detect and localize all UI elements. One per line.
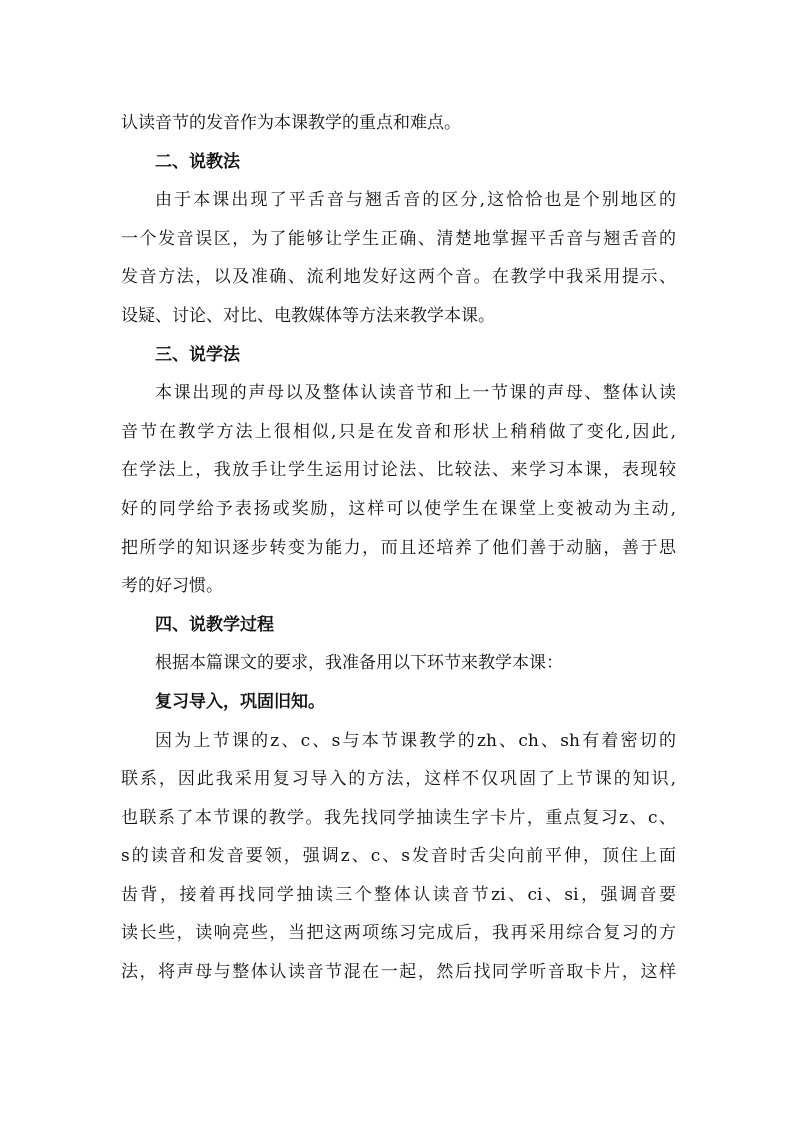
text-line: 读长些，读响亮些，当把这两项练习完成后，我再采用综合复习的方	[121, 923, 676, 944]
text-line: 在学法上，我放手让学生运用讨论法、比较法、来学习本课，表现较	[121, 460, 676, 481]
document-body	[121, 104, 676, 992]
text-line: 由于本课出现了平舌音与翘舌音的区分,这恰恰也是个别地区的	[155, 190, 676, 211]
text-line: 音节在教学方法上很相似,只是在发音和形状上稍稍做了变化,因此,	[121, 421, 676, 442]
subsection-heading-review: 复习导入，巩固旧知。	[155, 691, 325, 712]
section-heading-teaching-method: 二、说教法	[155, 151, 240, 172]
section-heading-teaching-process: 四、说教学过程	[155, 614, 274, 635]
text-line: 设疑、讨论、对比、电教媒体等方法来教学本课。	[121, 305, 495, 326]
text-line: 考的好习惯。	[121, 576, 223, 597]
text-line: 发音方法，以及准确、流利地发好这两个音。在教学中我采用提示、	[121, 267, 676, 288]
section-heading-learning-method: 三、说学法	[155, 344, 240, 365]
text-line: 一个发音误区，为了能够让学生正确、清楚地掌握平舌音与翘舌音的	[121, 228, 676, 249]
text-line: 好的同学给予表扬或奖励，这样可以使学生在课堂上变被动为主动,	[121, 498, 676, 519]
text-line: 本课出现的声母以及整体认读音节和上一节课的声母、整体认读	[155, 383, 676, 404]
text-line: 联系，因此我采用复习导入的方法，这样不仅巩固了上节课的知识,	[121, 769, 676, 790]
text-line: 法，将声母与整体认读音节混在一起，然后找同学听音取卡片，这样	[121, 962, 676, 983]
text-line: 认读音节的发音作为本课教学的重点和难点。	[121, 113, 461, 133]
text-line: 因为上节课的z、c、s与本节课教学的zh、ch、sh有着密切的	[155, 730, 676, 751]
text-line: 齿背，接着再找同学抽读三个整体认读音节zi、ci、si，强调音要	[121, 884, 676, 905]
text-line: s的读音和发音要领，强调z、c、s发音时舌尖向前平伸，顶住上面	[121, 846, 676, 867]
text-line: 根据本篇课文的要求，我准备用以下环节来教学本课：	[155, 653, 563, 674]
text-line: 也联系了本节课的教学。我先找同学抽读生字卡片，重点复习z、c、	[121, 807, 676, 828]
text-line: 把所学的知识逐步转变为能力，而且还培养了他们善于动脑，善于思	[121, 537, 676, 558]
